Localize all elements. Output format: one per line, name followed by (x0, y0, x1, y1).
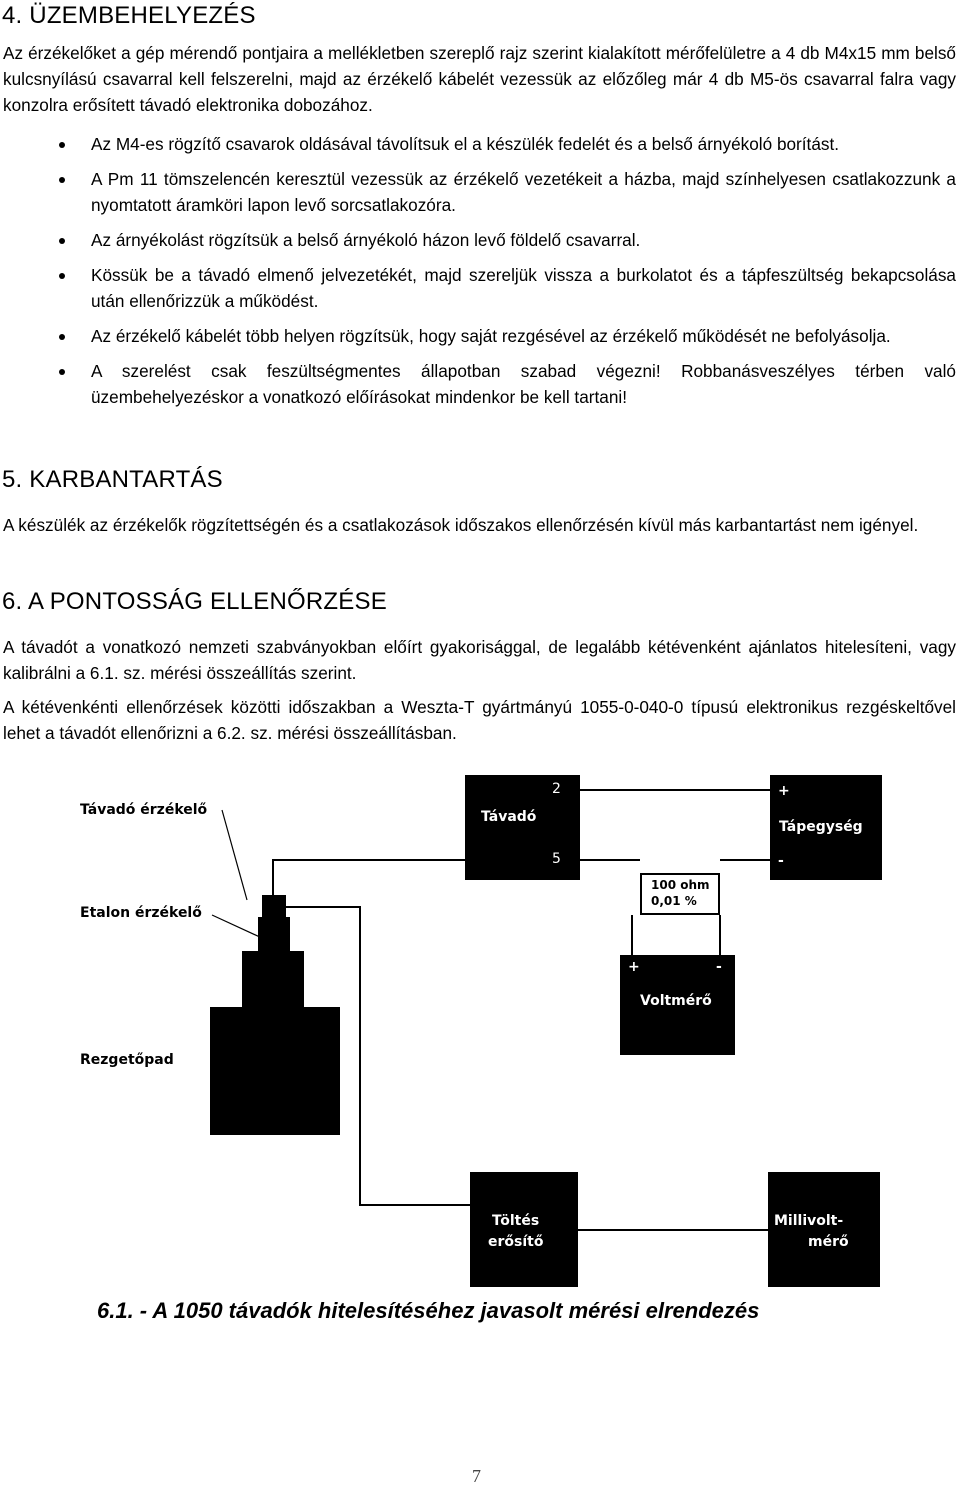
list-item: Az árnyékolást rögzítsük a belső árnyékoló házon levő földelő csavarral. (0, 227, 956, 253)
voltmeter-plus: + (628, 959, 640, 975)
list-item: Az érzékelő kábelét több helyen rögzítsük, hogy saját rezgésével az érzékelő működését ne befolyásolja. (0, 323, 956, 349)
bullet-icon (59, 369, 65, 375)
power-supply-box (770, 775, 882, 880)
millivoltmeter-label-2: mérő (808, 1234, 849, 1250)
bullet-icon (59, 238, 65, 244)
charge-amplifier-box (470, 1172, 578, 1287)
bullet-icon (59, 177, 65, 183)
section-6-title: 6. A PONTOSSÁG ELLENŐRZÉSE (2, 588, 387, 615)
section-5-text: A készülék az érzékelők rögzítettségén és a csatlakozások időszakos ellenőrzésén kívül más karbantartást nem igényel. (3, 515, 919, 535)
page-number: 7 (472, 1466, 481, 1486)
bullet-icon (59, 142, 65, 148)
section-6-paragraph-2: A kétévenkénti ellenőrzések közötti időszakban a Weszta-T gyártmányú 1055-0-040-0 típusú elektronikus rezgéskeltővel lehet a távadót ellenőrizni a 6.2. sz. mérési összeállításban. (3, 697, 956, 743)
list-item: A Pm 11 tömszelencén keresztül vezessük az érzékelő vezetékeit a házba, majd színhelyesen csatlakozzunk a nyomtatott áramköri lapon levő sorcsatlakozóra. (0, 166, 956, 218)
power-supply-label: Tápegység (779, 819, 863, 835)
section-5-title: 5. KARBANTARTÁS (2, 466, 223, 493)
list-item: Az M4-es rögzítő csavarok oldásával távolítsuk el a készülék fedelét és a belső árnyékoló borítást. (0, 131, 956, 157)
shaker-table-label: Rezgetőpad (80, 1052, 174, 1068)
list-item: A szerelést csak feszültségmentes állapotban szabad végezni! Robbanásveszélyes térben való üzembehelyezéskor a vonatkozó előírásokat mindenkor be kell tartani! (0, 358, 956, 410)
reference-sensor-label: Etalon érzékelő (80, 905, 202, 921)
figure-caption: 6.1. - A 1050 távadók hitelesítéséhez javasolt mérési elrendezés (97, 1298, 760, 1323)
voltmeter-label: Voltmérő (640, 993, 712, 1009)
section-4-intro: Az érzékelőket a gép mérendő pontjaira a mellékletben szereplő rajz szerint kialakított mérőfelületre a 4 db M4x15 mm belső kulcsnyílású csavarral kell felszerelni, majd az érzékelő kábelét vezessük az előzőleg már 4 db M5-ös csavarral falra vagy konzolra erősített távadó elektronika dobozához. (3, 43, 956, 115)
charge-amplifier-label-2: erősítő (488, 1234, 544, 1250)
bullet-icon (59, 273, 65, 279)
section-6-paragraph-1: A távadót a vonatkozó nemzeti szabványokban előírt gyakorisággal, de legalább kétévenként ajánlatos hitelesíteni, vagy kalibrálni a 6.1. sz. mérési összeállítás szerint. (3, 637, 956, 683)
section-4-title: 4. ÜZEMBEHELYEZÉS (2, 2, 256, 29)
voltmeter-minus: - (716, 959, 722, 975)
power-supply-minus: - (778, 853, 784, 869)
resistor-100-ohm (640, 873, 720, 915)
transmitter-label: Távadó (481, 809, 537, 825)
installation-steps-list (0, 131, 956, 419)
millivoltmeter-box (768, 1172, 880, 1287)
transmitter-pin-2: 2 (552, 781, 561, 797)
power-supply-plus: + (778, 783, 790, 799)
charge-amplifier-label-1: Töltés (492, 1213, 540, 1229)
transmitter-sensor-label: Távadó érzékelő (80, 802, 208, 818)
transmitter-box (465, 775, 580, 880)
measurement-setup-diagram (0, 760, 960, 1290)
bullet-icon (59, 334, 65, 340)
resistor-tolerance: 0,01 % (651, 894, 697, 908)
voltmeter-box (620, 955, 735, 1055)
millivoltmeter-label-1: Millivolt- (774, 1213, 844, 1229)
resistor-value: 100 ohm (651, 878, 710, 892)
list-item: Kössük be a távadó elmenő jelvezetékét, majd szereljük vissza a burkolatot és a tápfeszültség bekapcsolása után ellenőrizzük a működést. (0, 262, 956, 314)
transmitter-pin-5: 5 (552, 851, 561, 867)
